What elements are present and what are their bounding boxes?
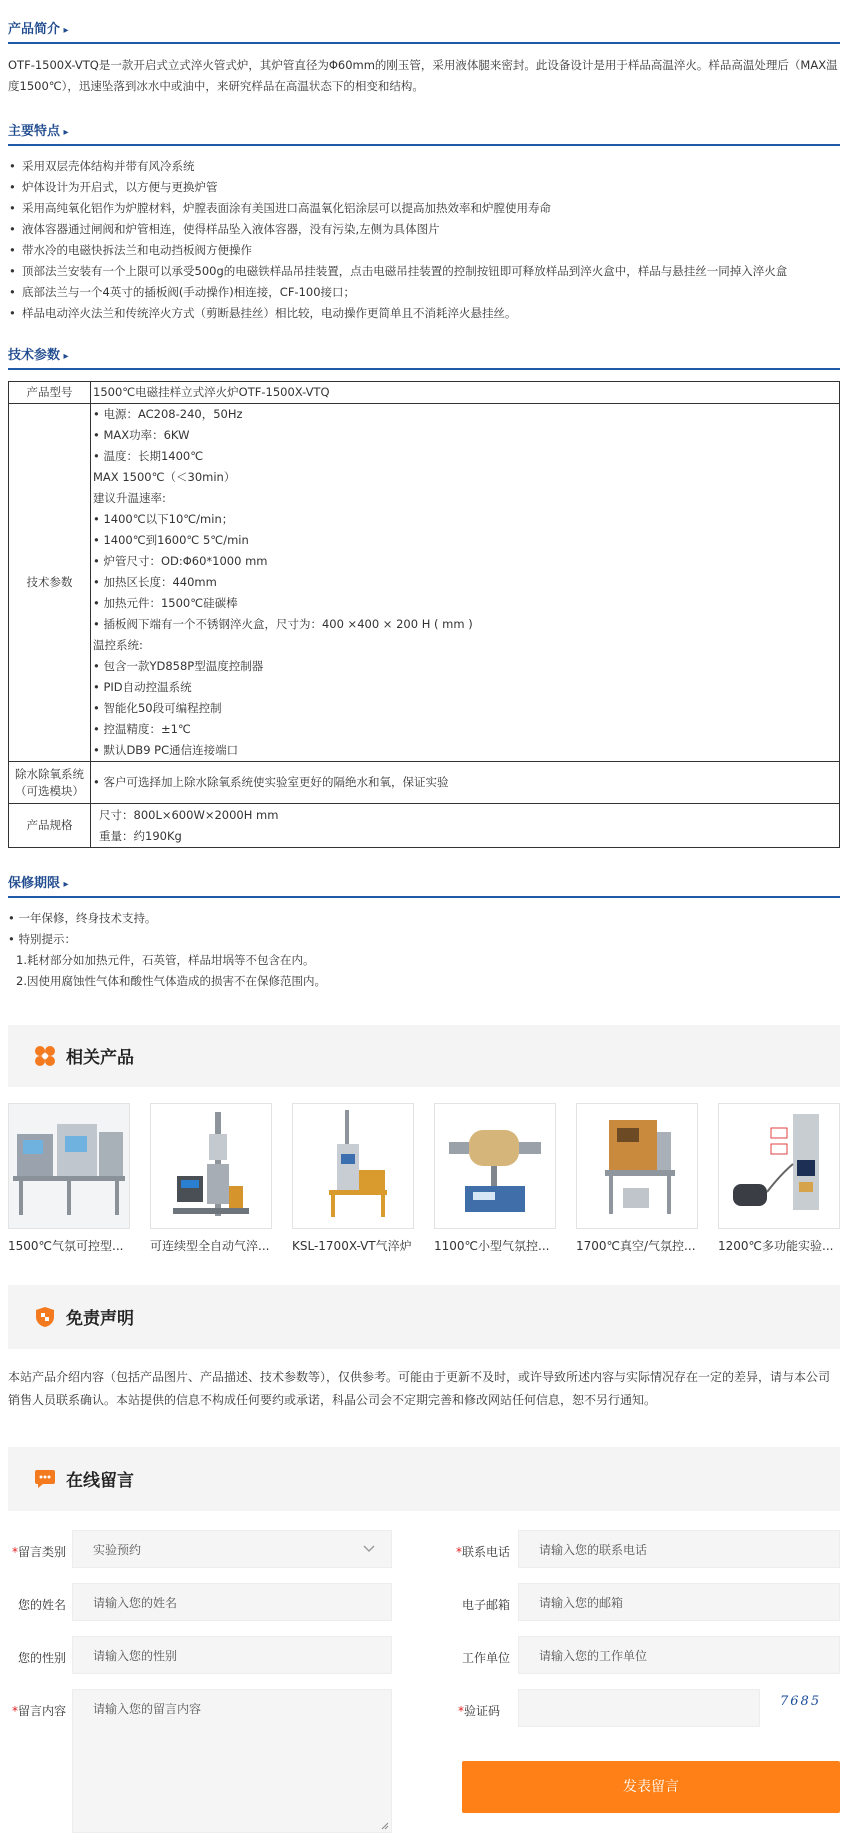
product-name[interactable]: 1700℃真空/气氛控... (576, 1239, 696, 1253)
captcha-image[interactable]: 7685 (780, 1694, 822, 1709)
category-label: *留言类别 (11, 1545, 66, 1559)
company-label: 工作单位 (461, 1651, 510, 1665)
product-image[interactable] (292, 1103, 414, 1229)
feature-item: • 采用高纯氧化铝作为炉膛材料，炉膛表面涂有美国进口高温氧化铝涂层可以提高加热效率和炉膛使用寿命 (8, 198, 840, 219)
spec-label: 产品型号 (9, 382, 91, 404)
spec-value: • 客户可选择加上除水除氧系统使实验室更好的隔绝水和氧，保证实验 (91, 762, 840, 804)
intro-text: OTF-1500X-VTQ是一款开启式立式淬火管式炉，其炉管直径为Φ60mm的刚玉管，采用液体腿来密封。此设备设计是用于样品高温淬火。样品高温处理后（MAX温度1500℃），迅速坠落到冰水中或油中，来研究样品在高温状态下的相变和结构。 (8, 58, 838, 93)
gender-label: 您的性别 (17, 1651, 66, 1665)
message-header (8, 1447, 840, 1511)
related-title: 相关产品 (66, 1048, 134, 1068)
content-textarea[interactable]: 请输入您的留言内容 (72, 1689, 392, 1833)
disclaimer-header (8, 1285, 840, 1349)
product-image[interactable] (718, 1103, 840, 1229)
feature-item: • 带水冷的电磁快拆法兰和电动挡板阀方便操作 (8, 240, 840, 261)
warranty-line: 1.耗材部分如加热元件，石英管，样品坩埚等不包含在内。 (16, 953, 315, 967)
specs-heading: 技术参数 ▸ (8, 338, 840, 370)
captcha-input[interactable] (518, 1689, 760, 1727)
disclaimer-title: 免责声明 (66, 1309, 134, 1329)
spec-label: 产品规格 (9, 804, 91, 848)
feature-item: • 底部法兰与一个4英寸的插板阀(手动操作)相连接，CF-100接口； (8, 282, 840, 303)
disclaimer-text: 本站产品介绍内容（包括产品图片、产品描述、技术参数等），仅供参考。可能由于更新不及时，或许导致所述内容与实际情况存在一定的差异，请与本公司销售人员联系确认。本站提供的信息不构成任何要约或承诺，科晶公司会不定期完善和修改网站任何信息，恕不另行通知。 (8, 1370, 831, 1407)
email-input[interactable]: 请输入您的邮箱 (518, 1583, 840, 1621)
product-name[interactable]: 可连续型全自动气淬... (150, 1239, 270, 1253)
captcha-label: *验证码 (457, 1704, 500, 1718)
spec-value: 1500℃电磁挂样立式淬火炉OTF-1500X-VTQ (91, 382, 840, 404)
specs-table (8, 381, 840, 848)
chat-bubble-icon (34, 1468, 56, 1490)
related-product-card[interactable] (576, 1103, 698, 1254)
warranty-line: 2.因使用腐蚀性气体和酸性气体造成的损害不在保修范围内。 (16, 974, 326, 988)
email-label: 电子邮箱 (461, 1598, 510, 1612)
feature-item: • 样品电动淬火法兰和传统淬火方式（剪断悬挂丝）相比较，电动操作更简单且不消耗淬火悬挂丝。 (8, 303, 840, 324)
feature-item: • 采用双层壳体结构并带有风冷系统 (8, 156, 840, 177)
feature-item: • 液体容器通过闸阀和炉管相连，使得样品坠入液体容器，没有污染,左侧为具体图片 (8, 219, 840, 240)
features-heading: 主要特点 ▸ (8, 114, 840, 146)
company-input[interactable]: 请输入您的工作单位 (518, 1636, 840, 1674)
product-name[interactable]: 1200℃多功能实验... (718, 1239, 834, 1253)
related-product-card[interactable] (434, 1103, 556, 1254)
submit-button[interactable]: 发表留言 (462, 1761, 840, 1813)
phone-label: *联系电话 (455, 1545, 510, 1559)
product-name[interactable]: 1100℃小型气氛控... (434, 1239, 550, 1253)
grid-flower-icon (34, 1045, 56, 1067)
product-name[interactable]: KSL-1700X-VT气淬炉 (292, 1239, 412, 1253)
product-name[interactable]: 1500℃气氛可控型... (8, 1239, 124, 1253)
warranty-heading: 保修期限 ▸ (8, 866, 840, 898)
warranty-line: • 一年保修，终身技术支持。 (8, 911, 157, 925)
features-list (8, 156, 840, 324)
resize-handle-icon[interactable] (381, 1822, 389, 1830)
related-product-card[interactable] (718, 1103, 840, 1254)
product-image[interactable] (434, 1103, 556, 1229)
name-label: 您的姓名 (17, 1598, 66, 1612)
spec-tech-value: • 电源：AC208-240，50Hz • MAX功率：6KW • 温度：长期1400℃ MAX 1500℃（＜30min） 建议升温速率: • 1400℃以下10℃/min； • 1400℃到1600℃ 5℃/min • 炉管尺寸：OD:Φ60*1000 mm • 加热区长度：440mm • 加热元件：1500℃硅碳棒 • 插板阀下端有一个不锈钢淬火盒，尺寸为：400 ×400 × 200 H ( mm ) 温控系统: • 包含一款YD858P型温度控制器 • PID自动控温系统 • 智能化50段可编程控制 • 控温精度：±1℃ • 默认DB9 PC通信连接端口 (91, 404, 840, 762)
chevron-down-icon (363, 1545, 375, 1553)
product-image[interactable] (576, 1103, 698, 1229)
spec-label: 技术参数 (9, 404, 91, 762)
related-product-card[interactable] (150, 1103, 272, 1254)
phone-input[interactable]: 请输入您的联系电话 (518, 1530, 840, 1568)
shield-icon (34, 1306, 56, 1328)
content-label: *留言内容 (11, 1704, 66, 1718)
spec-value: 尺寸：800L×600W×2000H mm 重量：约190Kg (91, 804, 840, 848)
feature-item: • 顶部法兰安装有一个上限可以承受500g的电磁铁样品吊挂装置，点击电磁吊挂装置的控制按钮即可释放样品到淬火盒中，样品与悬挂丝一同掉入淬火盒 (8, 261, 840, 282)
intro-heading: 产品简介 ▸ (8, 12, 840, 44)
product-image[interactable] (150, 1103, 272, 1229)
message-title: 在线留言 (66, 1471, 134, 1491)
spec-label: 除水除氧系统 （可选模块） (9, 762, 91, 804)
category-select[interactable]: 实验预约 (72, 1530, 392, 1568)
related-product-card[interactable] (292, 1103, 414, 1254)
warranty-line: • 特别提示： (8, 932, 76, 946)
name-input[interactable]: 请输入您的姓名 (72, 1583, 392, 1621)
feature-item: • 炉体设计为开启式，以方便与更换炉管 (8, 177, 840, 198)
gender-input[interactable]: 请输入您的性别 (72, 1636, 392, 1674)
product-image[interactable] (8, 1103, 130, 1229)
related-header (8, 1025, 840, 1087)
related-product-card[interactable] (8, 1103, 130, 1254)
